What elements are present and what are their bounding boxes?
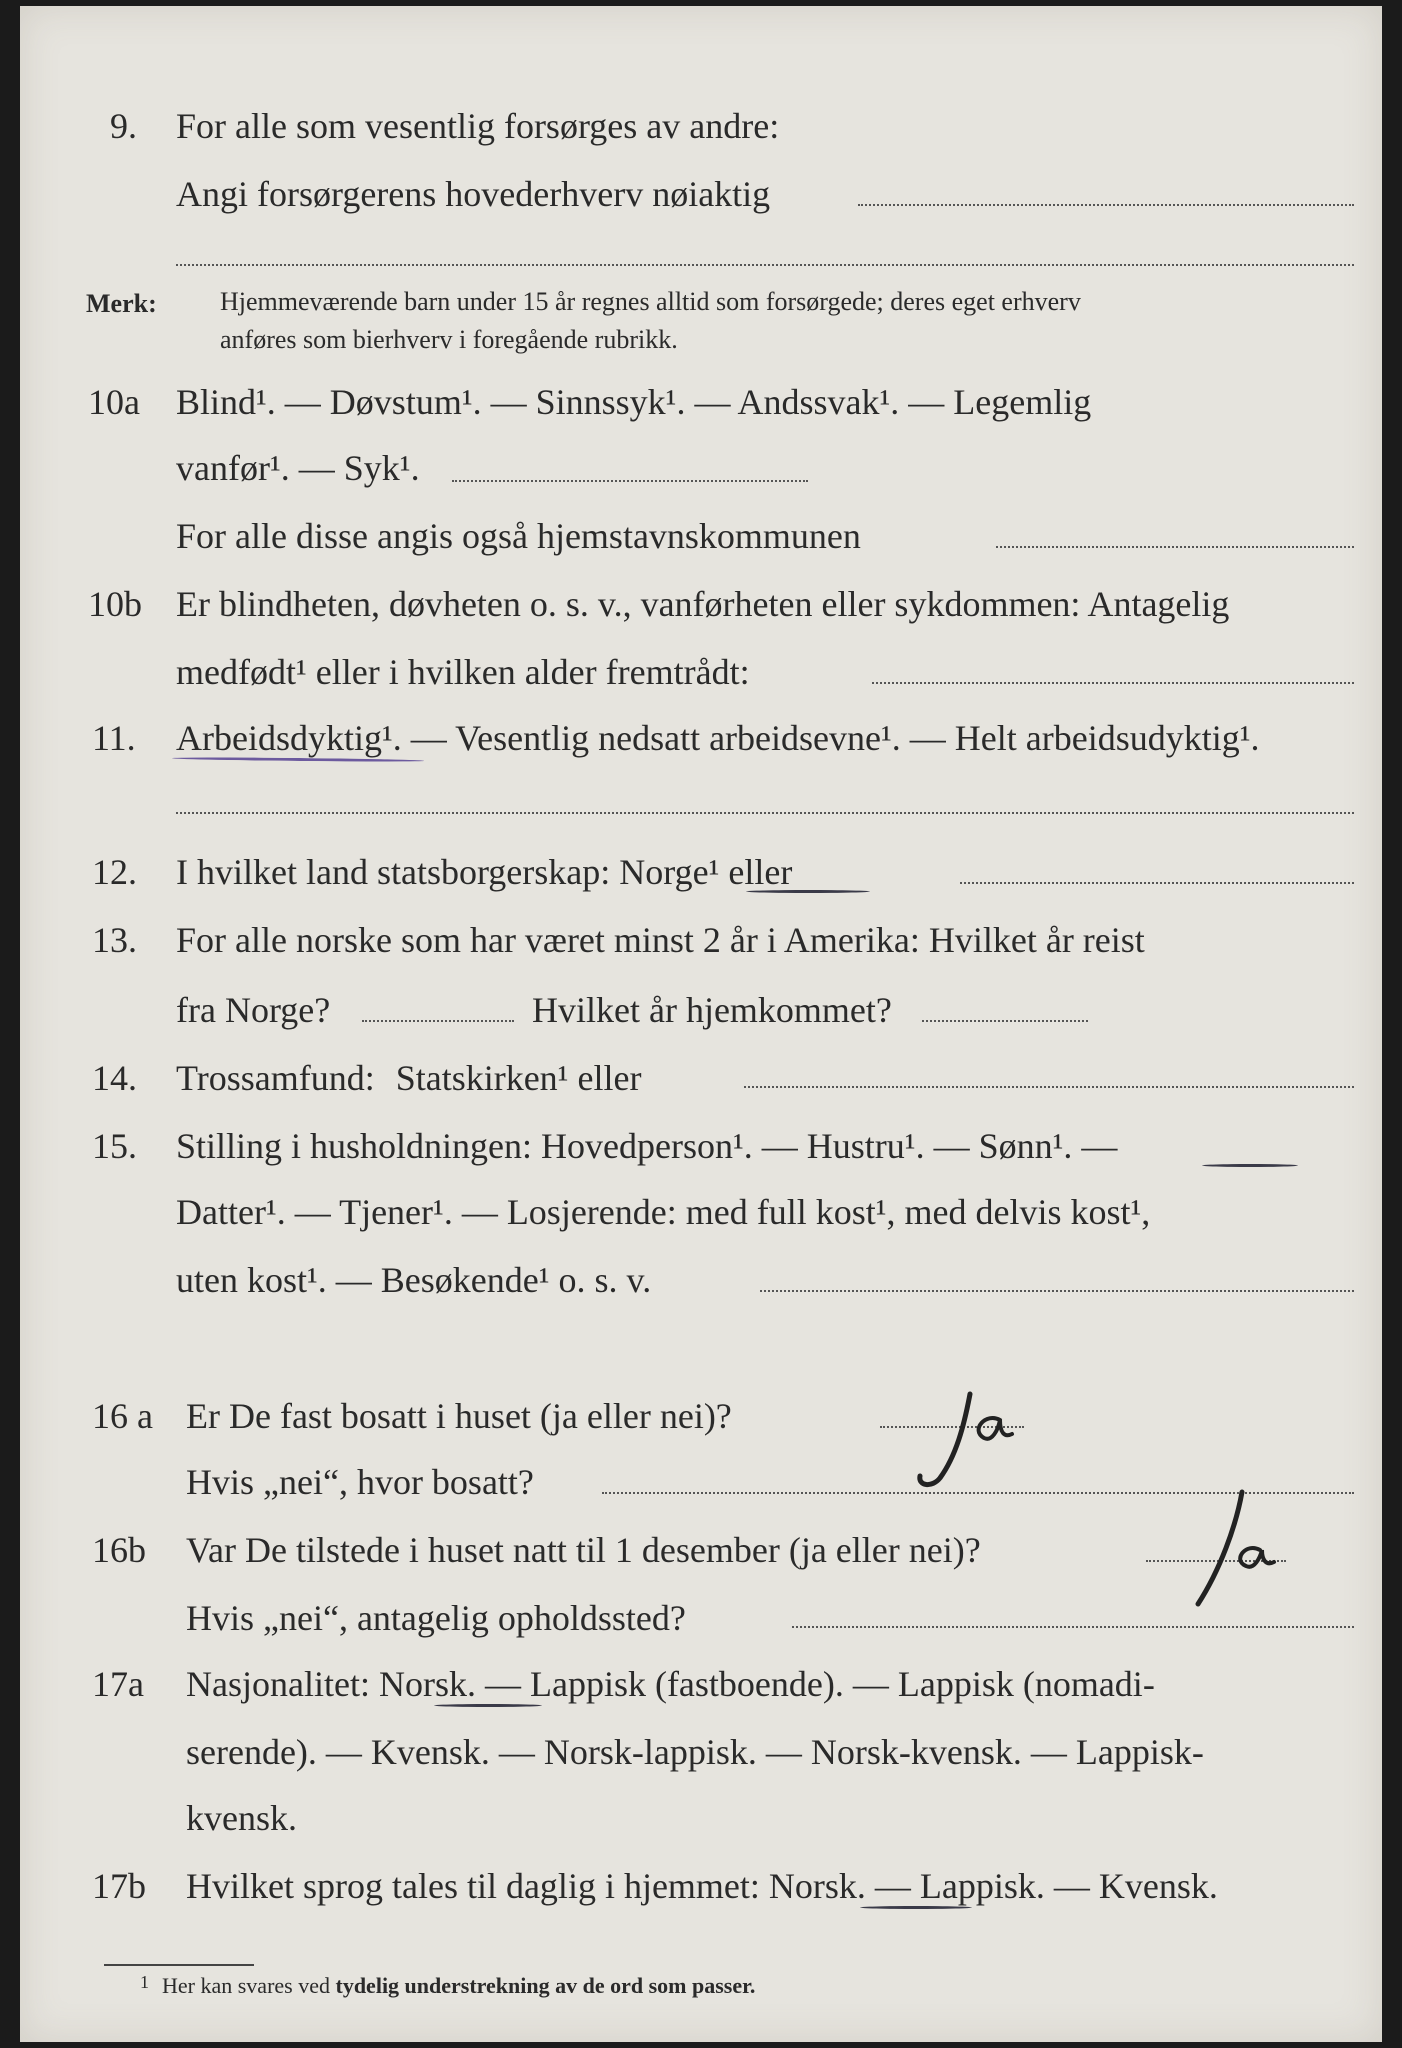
q15-line2: Datter¹. — Tjener¹. — Losjerende: med full kost¹, med delvis kost¹, [176, 1192, 1151, 1232]
q16a-number: 16 a [92, 1396, 153, 1436]
q14-line [176, 1058, 641, 1098]
q10b-number: 10b [88, 584, 142, 624]
q17a-line3: kvensk. [186, 1798, 297, 1838]
q16b-number: 16b [92, 1530, 146, 1570]
q17a-underline-mark [434, 1704, 542, 1707]
q12-text: I hvilket land statsborgerskap: [176, 852, 611, 892]
q17b-number: 17b [92, 1866, 146, 1906]
q12-option-norge[interactable]: Norge¹ [619, 852, 720, 892]
q17a-line1b: — Lappisk (fastboende). — Lappisk (nomadi- [484, 1664, 1155, 1704]
q17a-line1 [186, 1664, 1155, 1704]
q17b-text: Hvilket sprog tales til daglig i hjemmet: [186, 1866, 760, 1906]
q16a-line2: Hvis „nei“, hvor bosatt? [186, 1462, 534, 1502]
q12-number: 12. [92, 852, 137, 892]
q15-underline-mark [1202, 1164, 1298, 1167]
q15-line1a: Stilling i husholdningen: Hovedperson¹. — Hustru¹. — [176, 1126, 970, 1166]
footnote-rule [104, 1964, 254, 1966]
q12-answer-field[interactable] [960, 882, 1354, 884]
q10a-number: 10a [88, 382, 140, 422]
q13-return-year-field[interactable] [922, 1020, 1088, 1022]
q16b-line1: Var De tilstede i huset natt til 1 desember (ja eller nei)? [186, 1530, 981, 1570]
q13-line2a: fra Norge? [176, 990, 331, 1030]
q13-departure-year-field[interactable] [362, 1020, 514, 1022]
q10a-municipality-field[interactable] [996, 546, 1354, 548]
q10b-line2: medfødt¹ eller i hvilken alder fremtrådt: [176, 652, 750, 692]
merk-line2: anføres som bierhverv i foregående rubrikk. [220, 325, 678, 354]
q9-line2: Angi forsørgerens hovederhverv nøiaktig [176, 174, 771, 214]
q10b-line1: Er blindheten, døvheten o. s. v., vanførheten eller sykdommen: Antagelig [176, 584, 1230, 624]
q9-line1: For alle som vesentlig forsørges av andre: [176, 106, 780, 146]
q11-line [176, 718, 1260, 758]
q11-rest: — Vesentlig nedsatt arbeidsevne¹. — Helt arbeidsudyktig¹. [410, 718, 1260, 758]
q17a-line1a: Nasjonalitet: [186, 1664, 370, 1704]
q17b-option-norsk[interactable]: Norsk. [768, 1866, 866, 1906]
q14-tail: eller [577, 1058, 642, 1098]
footnote-mark: 1 [140, 1972, 149, 1992]
q16b-handwritten-ja [1150, 1486, 1280, 1616]
q12-line [176, 852, 792, 892]
q12-underline-mark [746, 890, 870, 893]
q17a-line2: serende). — Kvensk. — Norsk-lappisk. — Norsk-kvensk. — Lappisk- [186, 1732, 1204, 1772]
q16a-handwritten-ja [900, 1386, 1020, 1496]
q16a-line1: Er De fast bosatt i huset (ja eller nei)? [186, 1396, 732, 1436]
footnote-text [162, 1972, 755, 2000]
q14-option-statskirken[interactable]: Statskirken¹ [395, 1058, 569, 1098]
q15-answer-field[interactable] [760, 1290, 1354, 1292]
q10a-line1: Blind¹. — Døvstum¹. — Sinnssyk¹. — Andssvak¹. — Legemlig [176, 382, 1092, 422]
q9-answer-field[interactable] [858, 204, 1354, 206]
q16b-line2: Hvis „nei“, antagelig opholdssted? [186, 1598, 686, 1638]
q14-number: 14. [92, 1058, 137, 1098]
q15-option-sonn[interactable]: Sønn¹. [978, 1126, 1073, 1166]
q16b-whereabouts-field[interactable] [792, 1626, 1354, 1628]
q11-answer-field[interactable] [176, 812, 1354, 814]
q10a-line2: vanfør¹. — Syk¹. [176, 448, 420, 488]
q14-answer-field[interactable] [744, 1086, 1354, 1088]
q17a-option-norsk[interactable]: Norsk. [378, 1664, 476, 1704]
footnote-text-a: Her kan svares ved [162, 1973, 330, 1998]
q10a-answer-field[interactable] [452, 480, 808, 482]
merk-line1: Hjemmeværende barn under 15 år regnes alltid som forsørgede; deres eget erhverv [220, 287, 1081, 316]
q9-answer-field-2[interactable] [176, 264, 1354, 266]
q11-option-arbeidsdyktig[interactable]: Arbeidsdyktig¹. [176, 718, 402, 758]
q13-line2b: Hvilket år hjemkommet? [532, 990, 892, 1030]
q17a-number: 17a [92, 1664, 144, 1704]
q13-number: 13. [92, 920, 137, 960]
q15-number: 15. [92, 1126, 137, 1166]
q15-line1 [176, 1126, 1117, 1166]
q17b-line [186, 1866, 1218, 1906]
q10b-answer-field[interactable] [872, 682, 1354, 684]
q15-line1b: — [1081, 1126, 1118, 1166]
q11-number: 11. [92, 718, 136, 758]
footnote-text-b: tydelig understrekning av de ord som passer. [335, 1973, 756, 1998]
q10a-line3: For alle disse angis også hjemstavnskommunen [176, 516, 861, 556]
q13-line1: For alle norske som har været minst 2 år i Amerika: Hvilket år reist [176, 920, 1145, 960]
merk-label: Merk: [86, 289, 157, 318]
q14-text: Trossamfund: [176, 1058, 375, 1098]
q9-number: 9. [110, 106, 137, 146]
q15-line3: uten kost¹. — Besøkende¹ o. s. v. [176, 1260, 652, 1300]
census-form-page [20, 6, 1382, 2042]
q12-tail: eller [728, 852, 793, 892]
q17b-underline-mark [860, 1906, 972, 1909]
q17b-tail: — Lappisk. — Kvensk. [874, 1866, 1218, 1906]
